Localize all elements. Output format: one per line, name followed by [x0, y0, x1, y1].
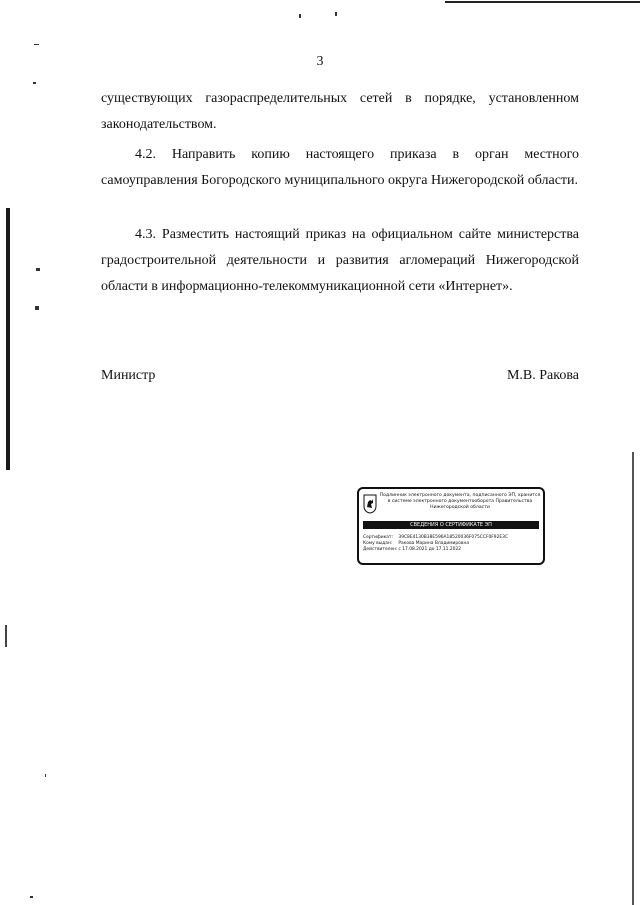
stamp-title-bar: СВЕДЕНИЯ О СЕРТИФИКАТЕ ЭП [363, 521, 539, 529]
signatory-name: М.В. Ракова [506, 368, 579, 383]
stamp-row-label: Действителен: [363, 547, 398, 552]
signatory-position: Министр [101, 368, 156, 383]
stamp-row-validity [363, 547, 541, 553]
stamp-row-value: с 17.08.2021 до 17.11.2022 [398, 547, 462, 552]
e-signature-stamp [357, 487, 545, 565]
scan-right-edge-mark [632, 452, 634, 905]
scan-speck [35, 306, 39, 310]
stamp-row-label: Кому выдан: [363, 541, 393, 546]
scan-top-line [445, 1, 640, 3]
coat-of-arms-icon [363, 494, 377, 514]
stamp-row-value: Ракова Марина Владимировна [398, 541, 470, 546]
scan-speck [335, 12, 337, 16]
scan-speck [33, 82, 36, 84]
signature-block [101, 368, 579, 384]
scan-speck [30, 896, 33, 898]
page-number: 3 [316, 54, 324, 69]
stamp-details [363, 535, 541, 553]
scan-speck [34, 44, 39, 45]
stamp-row-value: 39C8E4130B38E596A18520036F075CCF0F92E3C [398, 535, 509, 540]
scan-speck [299, 14, 301, 18]
scan-speck [36, 268, 40, 271]
paragraph-continuation: существующих газораспределительных сетей в порядке, установленном законодательством. [101, 91, 579, 132]
stamp-header-text: Подлинник электронного документа, подписанного ЭП, хранится в системе электронного документооборота Правительства Нижегородской области [379, 493, 541, 510]
stamp-row-label: Сертификат: [363, 535, 393, 540]
scan-left-edge-mark [6, 208, 10, 470]
scan-left-tick-mark [5, 625, 7, 647]
paragraph-4-3: 4.3. Разместить настоящий приказ на официальном сайте министерства градостроительной деятельности и развития агломераций Нижегородской области в информационно-телекоммуникационной сети «Интернет». [101, 227, 579, 294]
paragraph-4-2: 4.2. Направить копию настоящего приказа в орган местного самоуправления Богородского муниципального округа Нижегородской области. [101, 147, 579, 188]
scan-speck [45, 774, 46, 777]
